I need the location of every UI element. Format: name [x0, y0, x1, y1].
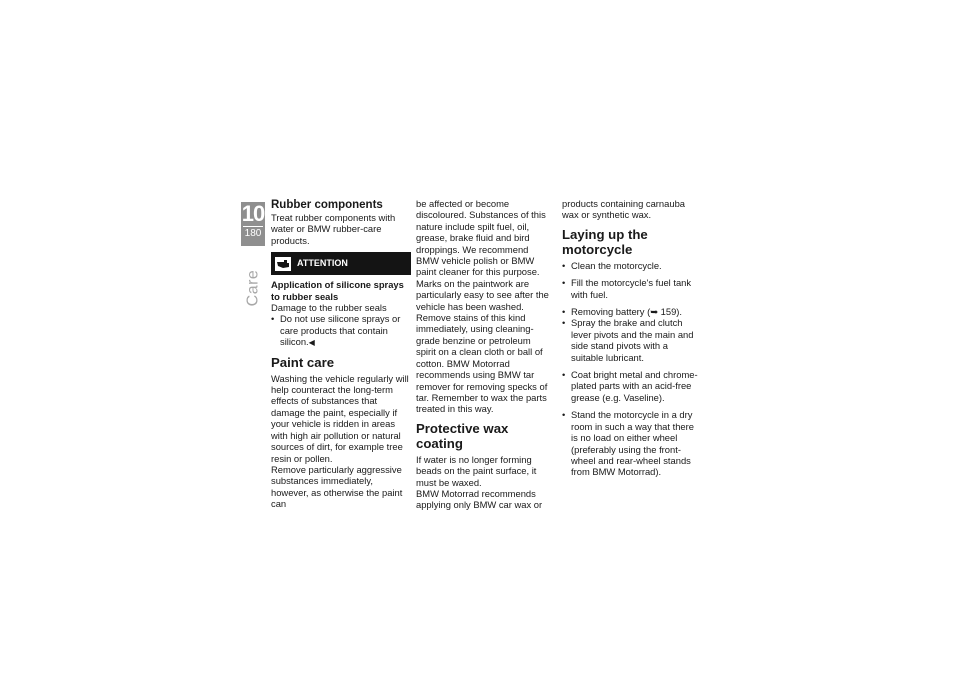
wax-paragraph-2-cont: products containing carnauba wax or synthetic wax.	[562, 198, 686, 221]
chapter-label-text: Care	[244, 269, 261, 307]
warning-bullet	[271, 313, 411, 348]
warning-bullet-text: Do not use silicone sprays or care products that contain silicon.	[280, 313, 401, 348]
section-title-layup: Laying up the motorcycle	[562, 226, 648, 257]
rubber-paragraph: Treat rubber components with water or BMW rubber-care products.	[271, 212, 396, 246]
paint-paragraph-2: Remove particularly aggressive substances immediately, however, as otherwise the paint can	[271, 463, 403, 510]
list-item: • Fill the motorcycle's fuel tank with fuel.	[562, 277, 702, 300]
column-1	[271, 198, 411, 510]
wax-paragraph-1: If water is no longer forming beads on the paint surface, it must be waxed.	[416, 453, 537, 488]
chapter-tab	[241, 202, 265, 246]
end-mark-icon: ◀	[308, 338, 315, 348]
column-3	[562, 198, 702, 478]
list-item: • Coat bright metal and chrome-plated parts with an acid-free grease (e.g. Vaseline).	[562, 369, 702, 403]
list-item: • Stand the motorcycle in a dry room in such a way that there is no load on either wheel (preferably using the front-wheel and rear-wheel stands from BMW Motorrad).	[562, 409, 702, 477]
column-2	[416, 198, 552, 511]
list-item: • Clean the motorcycle.	[562, 260, 702, 271]
list-item: • Removing battery (➥ 159).	[562, 306, 702, 317]
attention-label: ATTENTION	[297, 258, 348, 269]
warning-title: Application of silicone sprays to rubber seals	[271, 279, 404, 302]
wax-paragraph-2: BMW Motorrad recommends applying only BMW car wax or	[416, 487, 543, 511]
section-title-wax: Protective wax coating	[416, 420, 509, 451]
chapter-label	[238, 262, 268, 314]
paint-paragraph-2-cont: be affected or become discoloured. Substances of this nature include spilt fuel, oil, grease, brake fluid and bird droppings. We recommend BMW vehicle polish or BMW paint cleaner for this purpose.	[416, 198, 546, 278]
list-item: • Spray the brake and clutch lever pivots and the main and side stand pivots with a suitable lubricant.	[562, 317, 702, 363]
attention-banner	[271, 252, 411, 275]
paint-paragraph-3: Marks on the paintwork are particularly easy to see after the vehicle has been washed. Remove stains of this kind immediately, using cleaning-grade benzine or petroleum spirit on a clean cloth or ball of cotton. BMW Motorrad recommends using BMW tar remover for removing specks of tar. Remember to wax the parts treated in this way.	[416, 277, 549, 415]
chapter-number: 10	[241, 201, 265, 226]
section-title-paint: Paint care	[271, 354, 335, 370]
page-number: 180	[244, 228, 262, 239]
warning-text: Damage to the rubber seals	[271, 302, 387, 314]
paint-paragraph-1: Washing the vehicle regularly will help counteract the long-term effects of substances that damage the paint, especially if your vehicle is ridden in areas with high air pollution or natural sources of dirt, for example tree resin or pollen.	[271, 372, 409, 464]
section-title-rubber: Rubber components	[271, 199, 383, 211]
warning-hand-icon	[275, 257, 291, 271]
